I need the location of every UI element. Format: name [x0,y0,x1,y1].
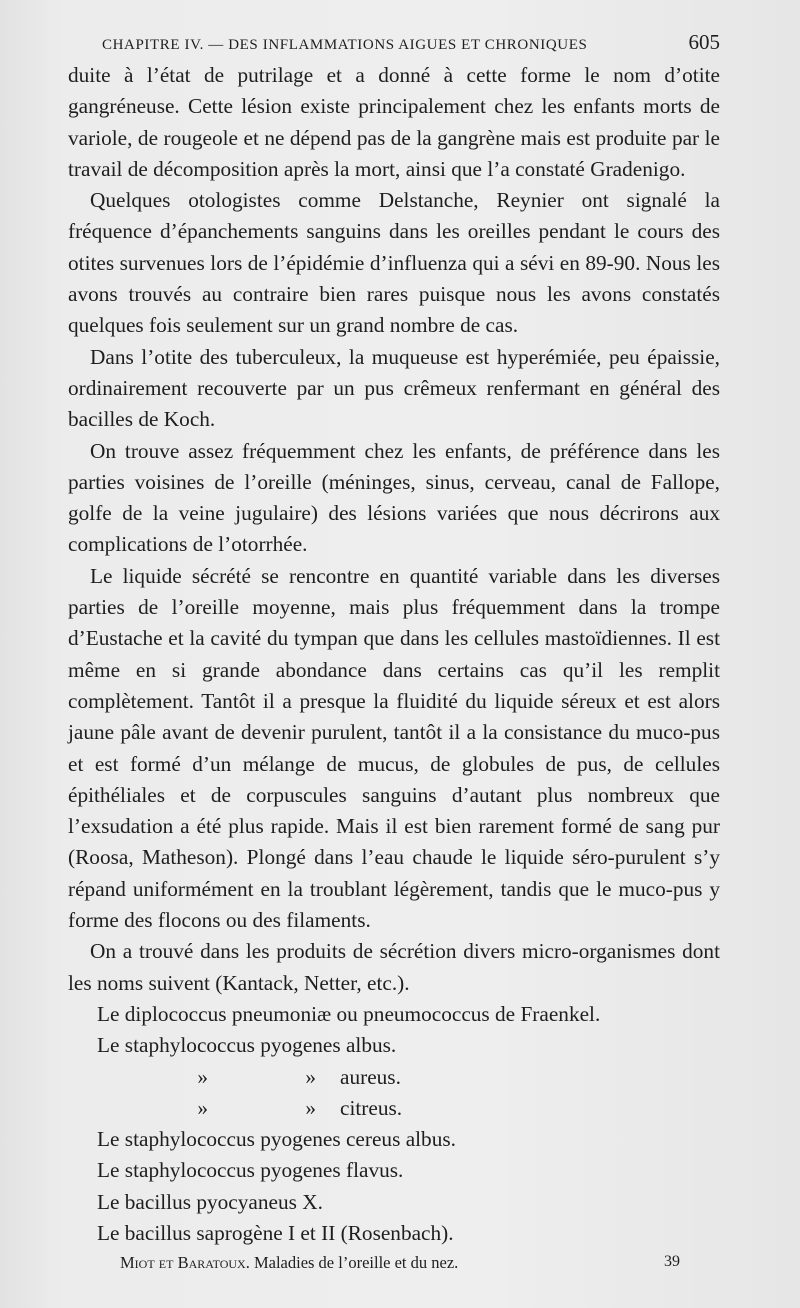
body-text [68,60,720,1249]
list-item-label: aureus. [340,1064,401,1089]
list-item: Le staphylococcus pyogenes cereus albus. [97,1127,456,1152]
list-item [68,1093,720,1124]
signature-mark: 39 [664,1253,680,1270]
ditto-mark: » [197,1095,208,1120]
list-item-label: citreus. [340,1095,403,1120]
list-item: Le staphylococcus pyogenes albus. [97,1033,397,1058]
page-number: 605 [688,30,720,54]
list-item [68,1062,720,1093]
running-title: CHAPITRE IV. — DES INFLAMMATIONS AIGUES ET CHRONIQUES [102,37,588,53]
running-header [102,30,720,55]
list-item: Le bacillus saprogène I et II (Rosenbach). [97,1220,454,1245]
ditto-mark: » [305,1064,316,1089]
page-footer [120,1253,680,1273]
list-item: Le diplococcus pneumoniæ ou pneumococcus de Fraenkel. [97,1001,601,1026]
paragraph: Dans l’otite des tuberculeux, la muqueuse est hyperémiée, peu épaissie, ordinairement recouverte par un pus crêmeux renfermant en général des bacilles de Koch. [68,344,720,432]
ditto-mark: » [305,1095,316,1120]
footer-authors: Miot et Baratoux [120,1253,246,1272]
list-item: Le staphylococcus pyogenes flavus. [97,1158,404,1183]
ditto-mark: » [197,1064,208,1089]
micro-organism-list [68,999,720,1249]
list-item: Le bacillus pyocyaneus X. [97,1189,323,1214]
paragraph: On trouve assez fréquemment chez les enfants, de préférence dans les parties voisines de l’oreille (méninges, sinus, cerveau, canal de Fallope, golfe de la veine jugulaire) des lésions variées que nous décrirons aux complications de l’otorrhée. [68,438,720,557]
footer-citation [120,1253,458,1273]
paragraph: duite à l’état de putrilage et a donné à cette forme le nom d’otite gangréneuse. Cette lésion existe principalement chez les enfants morts de variole, de rougeole et ne dépend pas de la gangrène mais est produite par le travail de décomposition après la mort, ainsi que l’a constaté Gradenigo. [68,63,720,181]
footer-book-title: . Maladies de l’oreille et du nez. [245,1253,459,1272]
paragraph: Quelques otologistes comme Delstanche, Reynier ont signalé la fréquence d’épanchements sanguins dans les oreilles pendant le cours des otites survenues lors de l’épidémie d’influenza qui a sévi en 89-90. Nous les avons trouvés au contraire bien rares puisque nous les avons constatés quelques fois seulement sur un grand nombre de cas. [68,188,720,338]
paragraph: On a trouvé dans les produits de sécrétion divers micro-organismes dont les noms suivent (Kantack, Netter, etc.). [68,939,720,995]
paragraph: Le liquide sécrété se rencontre en quantité variable dans les diverses parties de l’oreille moyenne, mais plus fréquemment dans la trompe d’Eustache et la cavité du tympan que dans les cellules mastoïdiennes. Il est même en si grande abondance dans certains cas qu’il les remplit complètement. Tantôt il a presque la fluidité du liquide séreux et est alors jaune pâle avant de devenir purulent, tantôt il a la consistance du muco-pus et est formé d’un mélange de mucus, de globules de pus, de cellules épithéliales et de corpuscules sanguins d’autant plus nombreux que l’exsudation a été plus rapide. Mais il est bien rarement formé de sang pur (Roosa, Matheson). Plongé dans l’eau chaude le liquide séro-purulent s’y répand uniformément en la troublant légèrement, tandis que le muco-pus y forme des flocons ou des filaments. [68,563,720,933]
